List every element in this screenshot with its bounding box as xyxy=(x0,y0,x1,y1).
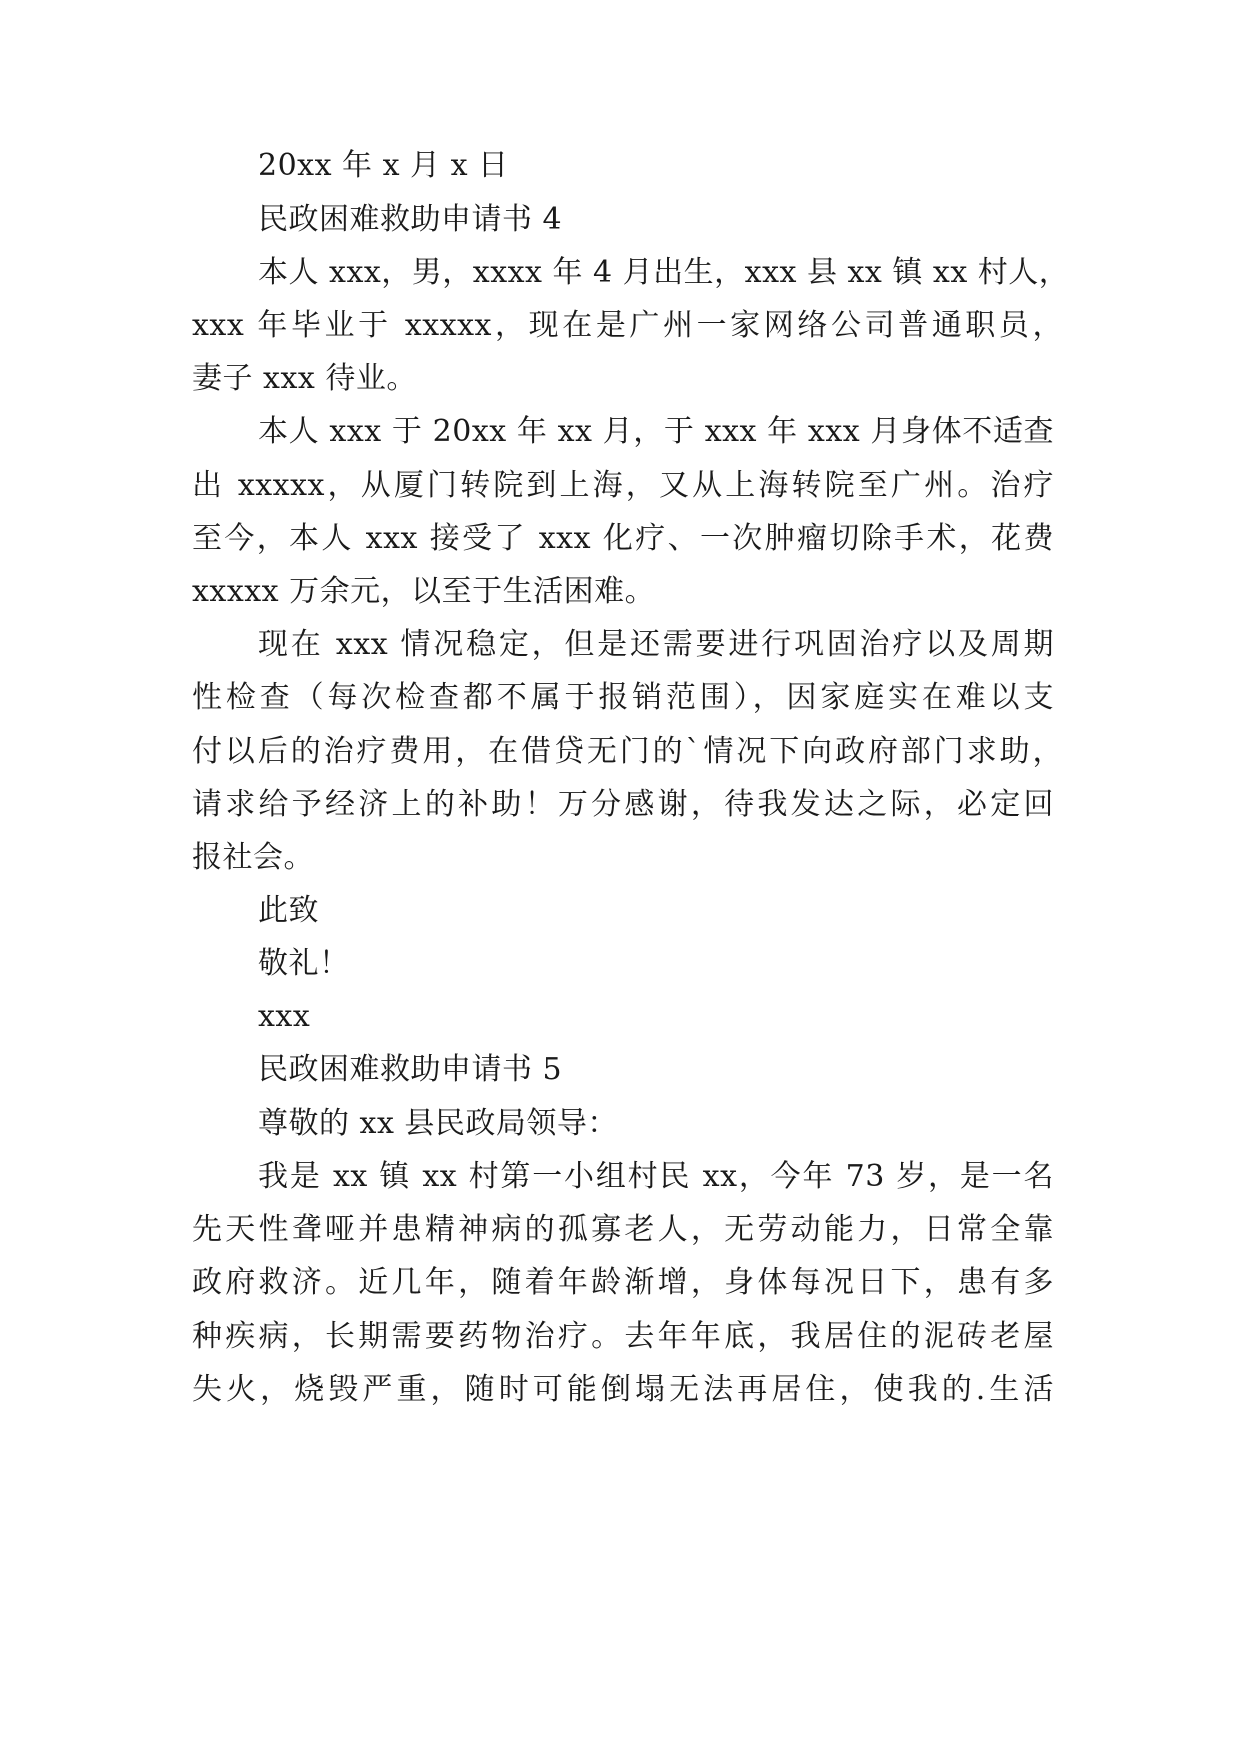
letter4-p3-line1: 现在 xxx 情况稳定，但是还需要进行巩固治疗以及周期 xyxy=(258,627,1054,662)
letter5-p1-line4: 种疾病，长期需要药物治疗。去年年底，我居住的泥砖老屋 xyxy=(192,1319,1054,1354)
letter5-salutation: 尊敬的 xx 县民政局领导： xyxy=(258,1106,618,1141)
letter4-closing-jing-li: 敬礼！ xyxy=(258,946,350,981)
letter5-p1-line2: 先天性聋哑并患精神病的孤寡老人，无劳动能力，日常全靠 xyxy=(192,1212,1054,1247)
letter4-title: 民政困难救助申请书 4 xyxy=(258,202,563,237)
letter4-p3-line3: 付以后的治疗费用，在借贷无门的`情况下向政府部门求助， xyxy=(192,734,1063,769)
letter4-p3-line5: 报社会。 xyxy=(192,840,314,875)
letter4-closing-ci-zhi: 此致 xyxy=(258,893,319,928)
letter5-p1-line5: 失火，烧毁严重，随时可能倒塌无法再居住，使我的.生活 xyxy=(192,1372,1054,1407)
letter4-signature: xxx xyxy=(258,999,311,1034)
letter5-title: 民政困难救助申请书 5 xyxy=(258,1052,563,1087)
letter5-p1-line3: 政府救济。近几年，随着年龄渐增，身体每况日下，患有多 xyxy=(192,1265,1054,1300)
letter4-p2-line3: 至今，本人 xxx 接受了 xxx 化疗、一次肿瘤切除手术，花费 xyxy=(192,521,1054,556)
letter4-p1-line1: 本人 xxx，男，xxxx 年 4 月出生，xxx 县 xx 镇 xx 村人， xyxy=(258,255,1070,290)
letter4-p1-line3: 妻子 xxx 待业。 xyxy=(192,361,417,396)
letter4-p3-line2: 性检查（每次检查都不属于报销范围），因家庭实在难以支 xyxy=(192,680,1054,715)
letter4-p1-line2: xxx 年毕业于 xxxxx，现在是广州一家网络公司普通职员， xyxy=(192,308,1063,343)
letter4-p2-line2: 出 xxxxx，从厦门转院到上海，又从上海转院至广州。治疗 xyxy=(192,468,1054,503)
letter4-p2-line1: 本人 xxx 于 20xx 年 xx 月，于 xxx 年 xxx 月身体不适查 xyxy=(258,414,1054,449)
letter5-p1-line1: 我是 xx 镇 xx 村第一小组村民 xx，今年 73 岁，是一名 xyxy=(258,1159,1054,1194)
letter4-p3-line4: 请求给予经济上的补助！万分感谢，待我发达之际，必定回 xyxy=(192,787,1054,822)
date-line: 20xx 年 x 月 x 日 xyxy=(258,148,509,183)
letter4-p2-line4: xxxxx 万余元，以至于生活困难。 xyxy=(192,574,656,609)
